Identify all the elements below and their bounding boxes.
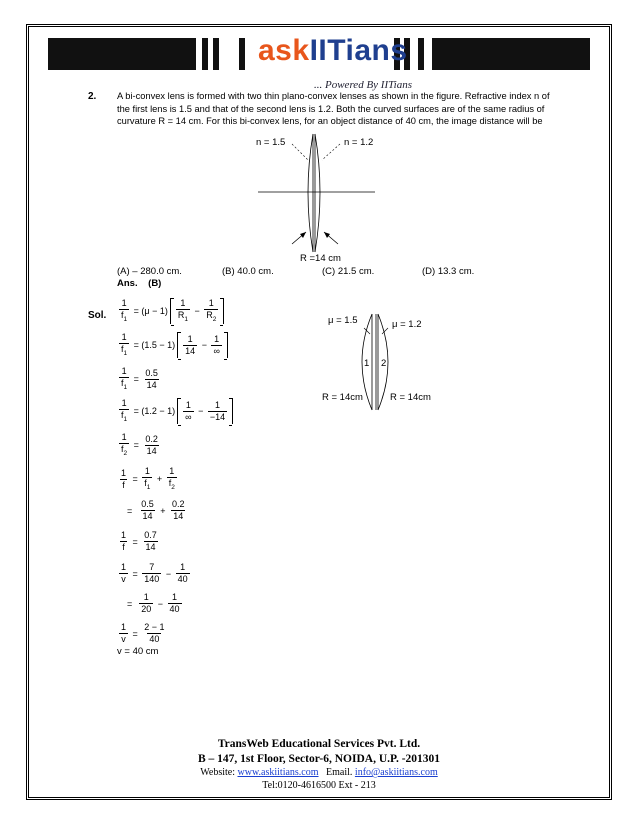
header-bar-stripe	[202, 38, 208, 70]
footer-company: TransWeb Educational Services Pvt. Ltd.	[217, 738, 421, 750]
header-bar-stripe	[213, 38, 219, 70]
equation-3: 1 $f_1$ = 0.5 14	[121, 366, 158, 391]
question-number: 2.	[88, 91, 97, 102]
label-R-left: R = 14cm	[322, 392, 363, 403]
option-d: (D) 13.3 cm.	[422, 266, 475, 277]
equation-7: = 0.5 14 + 0.2 14	[127, 499, 185, 521]
label-R-right: R = 14cm	[390, 392, 431, 403]
powered-by: ... Powered By IITians	[314, 79, 412, 91]
equation-6: 1 f = 1 $f_1$ + 1 $f_2$	[121, 466, 175, 491]
option-c: (C) 21.5 cm.	[322, 266, 375, 277]
equation-11: 1 v = 2 − 1 40	[121, 622, 165, 644]
header-bar-left	[48, 38, 196, 70]
label-mu1: μ = 1.5	[328, 315, 358, 326]
website-link[interactable]: www.askiitians.com	[237, 767, 319, 778]
solution-label: Sol.	[88, 310, 107, 321]
option-a: (A) – 280.0 cm.	[117, 266, 182, 277]
equation-2: 1 $f_1$ = (1.5 − 1) 1 14 − 1 ∞	[117, 332, 230, 359]
label-mu2: μ = 1.2	[392, 319, 422, 330]
header-bar-right	[432, 38, 590, 70]
equation-9: 1 v = 7 140 − 1 40	[121, 562, 188, 584]
footer-contact: Website: www.askiitians.com Email. info@askiitians.com	[200, 767, 438, 778]
equation-4: 1 $f_1$ = (1.2 − 1) 1 ∞ − 1 −14	[117, 398, 235, 425]
label-part2: 2	[381, 358, 387, 369]
email-link[interactable]: info@askiitians.com	[354, 767, 438, 778]
label-R: R =14 cm	[300, 253, 341, 264]
footer-tel: Tel:0120-4616500 Ext - 213	[262, 780, 376, 791]
header-bar-stripe	[239, 38, 245, 70]
equation-10: = 1 20 − 1 40	[127, 592, 180, 614]
askiitians-logo: askIITians	[258, 34, 408, 67]
label-part1: 1	[364, 358, 370, 369]
option-b: (B) 40.0 cm.	[222, 266, 274, 277]
equation-5: 1 $f_2$ = 0.2 14	[121, 432, 158, 457]
equation-1: 1 $f_1$ = (μ − 1) 1 $R_1$ − 1 $R_2$	[117, 298, 226, 325]
answer: Ans. (B)	[117, 278, 162, 289]
footer-address: B – 147, 1st Floor, Sector-6, NOIDA, U.P. -201301	[197, 753, 441, 765]
label-n2: n = 1.2	[344, 137, 374, 148]
final-answer: v = 40 cm	[117, 646, 159, 657]
equation-8: 1 f = 0.7 14	[121, 530, 157, 552]
question-text: A bi-convex lens is formed with two thin plano-convex lenses as shown in the figure. Refractive index n of the first lens is 1.5 and that of the second lens is 1.2. Both the curved surfaces are of the same radius of curvature R = 14 cm. For this bi-convex lens, for an object distance of 40 cm, the image distance will be	[117, 91, 550, 126]
lens-figure	[240, 132, 400, 262]
header-bar-stripe	[418, 38, 424, 70]
label-n1: n = 1.5	[256, 137, 286, 148]
